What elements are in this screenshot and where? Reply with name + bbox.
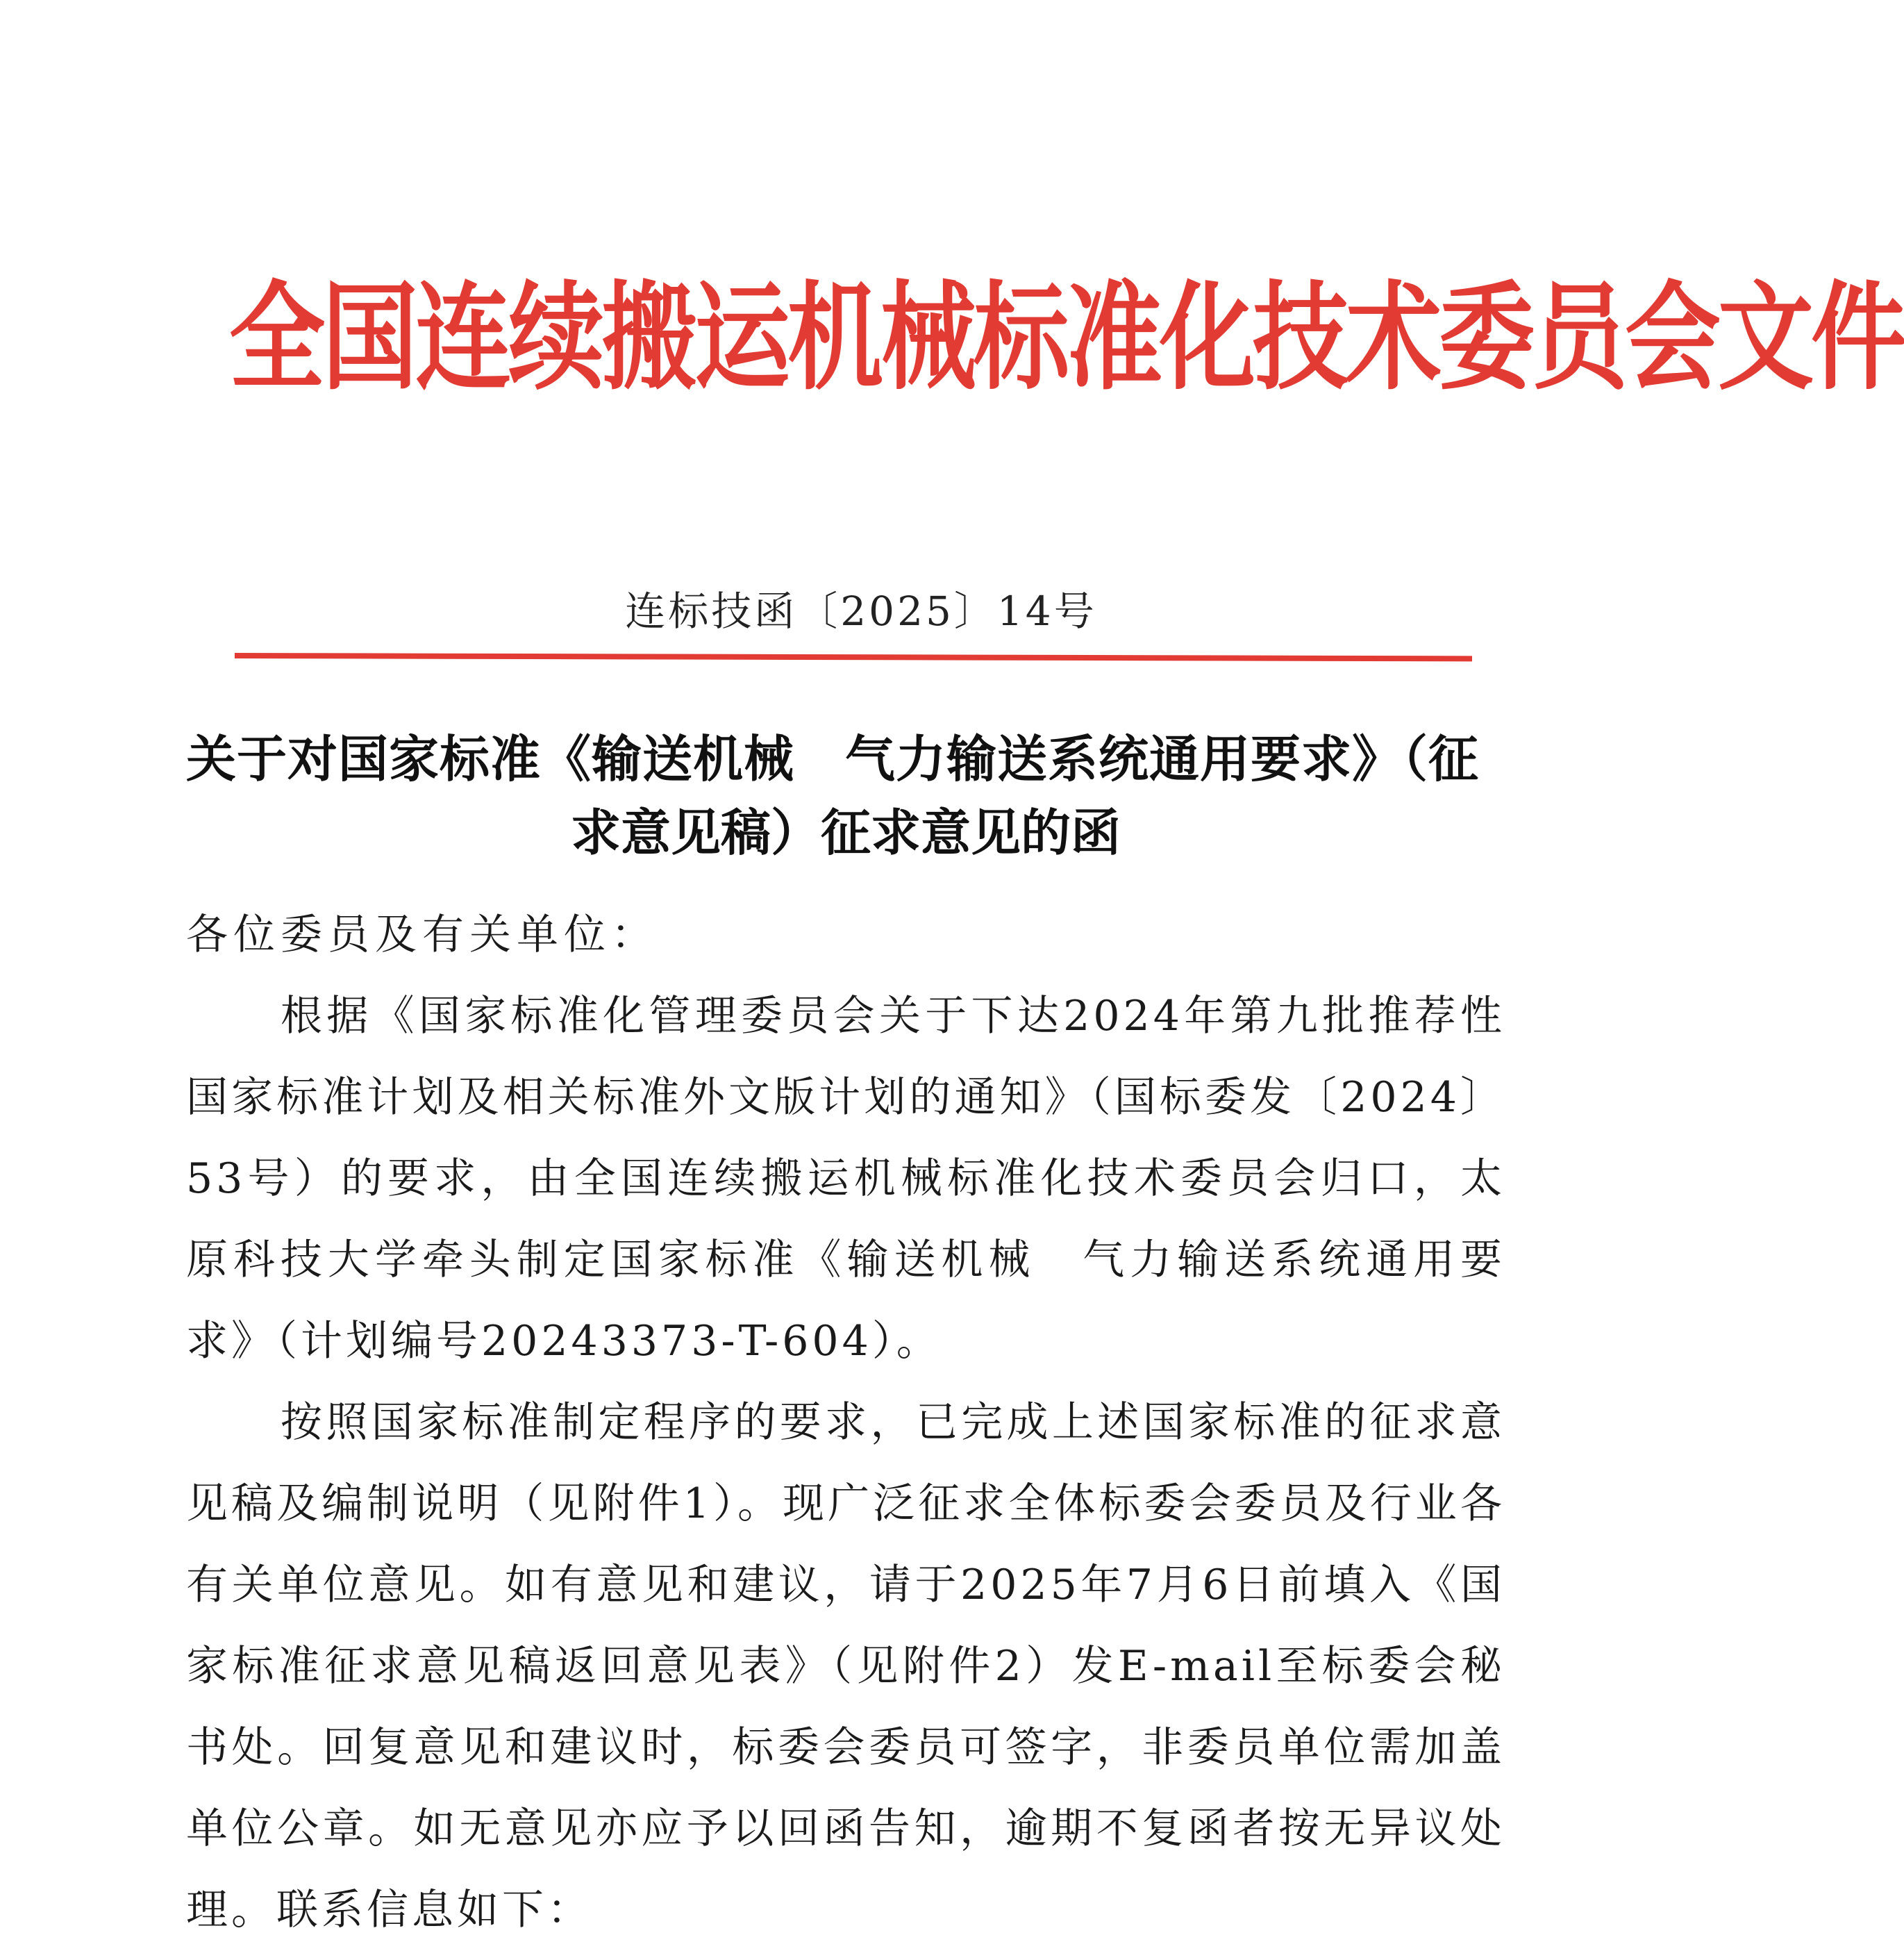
paragraph-2: 按照国家标准制定程序的要求，已完成上述国家标准的征求意见稿及编制说明（见附件1）。现广泛征求全体标委会委员及行业各有关单位意见。如有意见和建议，请于2025年7月6日前填入《国家标准征求意见稿返回意见表》（见附件2）发E-mail至标委会秘书处。回复意见和建议时，标委会委员可签字，非委员单位需加盖单位公章。如无意见亦应予以回函告知，逾期不复函者按无异议处理。联系信息如下：	[186, 1398, 1505, 1934]
paragraph-1: 根据《国家标准化管理委员会关于下达2024年第九批推荐性国家标准计划及相关标准外文版计划的通知》（国标委发〔2024〕53号）的要求，由全国连续搬运机械标准化技术委员会归口，太原科技大学牵头制定国家标准《输送机械 气力输送系统通用要求》（计划编号20243373-T-604）。	[186, 992, 1505, 1365]
letter-title-line-2: 求意见稿）征求意见的函	[570, 804, 1121, 862]
letter-title	[186, 722, 1505, 870]
document-number: 连标技函〔2025〕14号	[625, 588, 1097, 635]
header-divider-rule	[235, 653, 1472, 661]
letter-title-line-1: 关于对国家标准《输送机械 气力输送系统通用要求》（征	[186, 730, 1480, 788]
letter-body	[186, 895, 1505, 1951]
issuer-header-title: 全国连续搬运机械标准化技术委员会文件	[229, 267, 1904, 406]
salutation: 各位委员及有关单位：	[186, 911, 658, 959]
